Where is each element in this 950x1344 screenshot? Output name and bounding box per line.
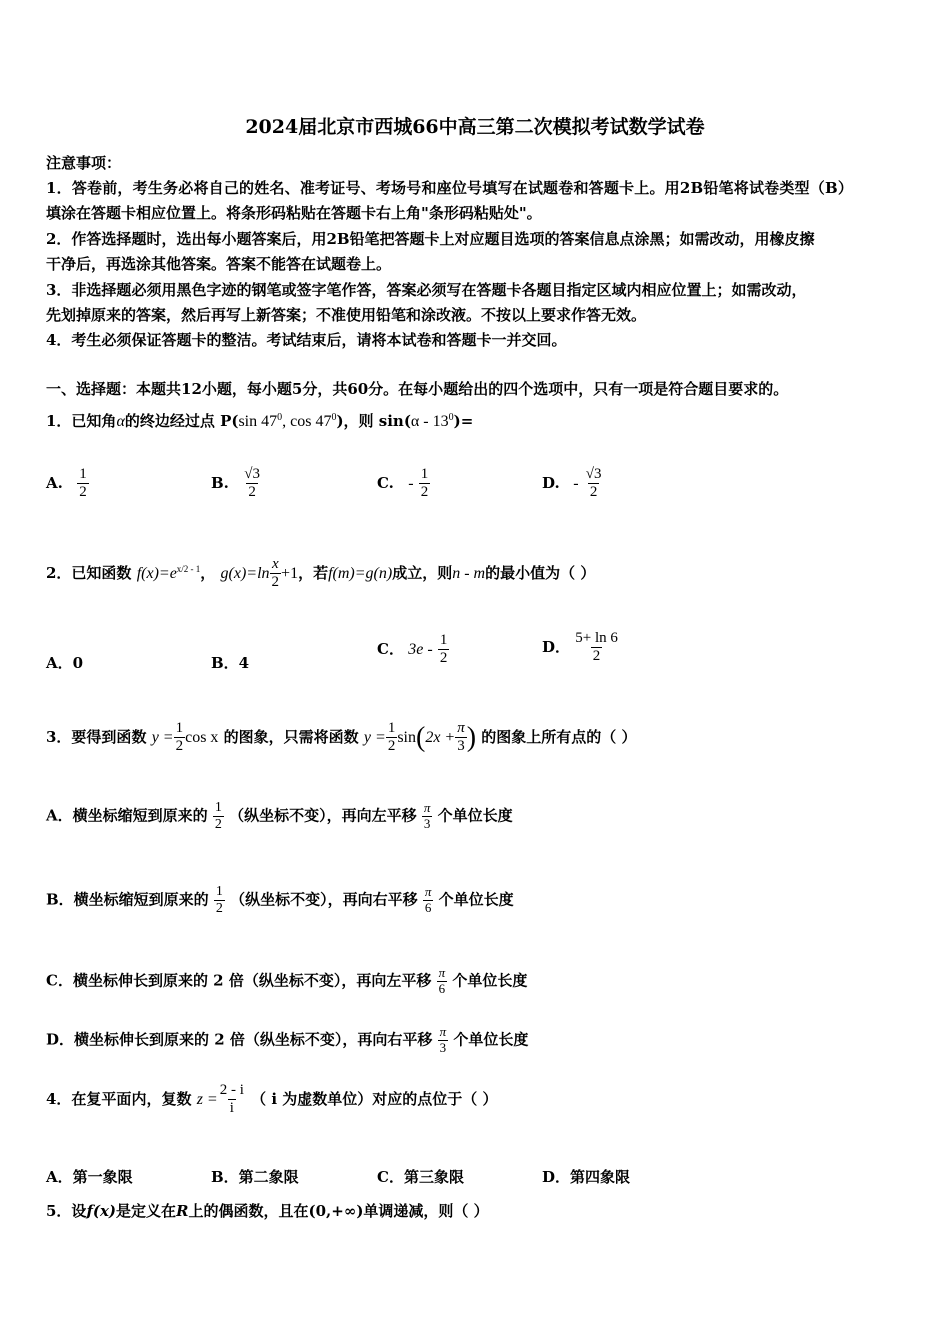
q1-option-a: A. $\frac{1}{2}$ <box>46 466 87 501</box>
q1-alpha-minus-13: α - 13 <box>410 413 449 430</box>
q1-option-d: D. - $\frac{√3}{2}$ <box>542 466 602 501</box>
q3-option-d: D．横坐标伸长到原来的 2 倍（纵坐标不变），再向右平移 $\frac{\pi}{3}$ 个单位长度 <box>46 1024 529 1055</box>
notice-heading: 注意事项： <box>46 154 122 172</box>
notice-line-3b: 先划掉原来的答案，然后再写上新答案；不准使用铅笔和涂改液。不按以上要求作答无效。 <box>46 306 647 324</box>
q4-option-c: C．第三象限 <box>377 1168 464 1186</box>
q1-option-b: B. $\frac{√3}{2}$ <box>211 466 260 501</box>
q1-option-c: C. - $\frac{1}{2}$ <box>377 466 429 501</box>
q2-g-def: g(x)=ln <box>220 564 270 582</box>
q1-alpha: α <box>116 413 125 430</box>
question-1 <box>46 410 473 431</box>
q2-f-def: f(x)=e <box>136 564 177 582</box>
notice-line-1b: 填涂在答题卡相应位置上。将条形码粘贴在答题卡右上角"条形码粘贴处"。 <box>46 204 542 222</box>
q1-text-2: 的终边经过点 P( <box>124 412 239 430</box>
q3-cosx: cos x <box>185 728 219 746</box>
question-4: 4．在复平面内，复数 z = $\frac{2 - i}{i}$ （ i 为虚数单位）对应的点位于（ ） <box>46 1082 498 1117</box>
section-heading: 一、选择题：本题共12小题，每小题5分，共60分。在每小题给出的四个选项中，只有一项是符合题目要求的。 <box>46 380 789 398</box>
q1-deg-2: 0 <box>331 412 337 423</box>
q1-deg-3: 0 <box>448 412 454 423</box>
q3-option-b: B．横坐标缩短到原来的 $\frac{1}{2}$ （纵坐标不变），再向右平移 $\frac{\pi}{6}$ 个单位长度 <box>46 884 514 917</box>
q2-condition: f(m)=g(n) <box>328 564 393 582</box>
q2-n-minus-m: n - m <box>452 564 486 582</box>
question-5: 5．设f(x)是定义在R上的偶函数，且在(0,+∞)单调递减，则（ ） <box>46 1202 489 1220</box>
q2-option-c: C． 3e - $\frac{1}{2}$ <box>377 632 448 667</box>
q1-text-3: )，则 sin( <box>336 412 411 430</box>
question-3: 3．要得到函数 y = $\frac{1}{2}$ cos x 的图象，只需将函数 y = $\frac{1}{2}$ sin(2x + $\frac{\pi}{3}$ ) 的图象上所有点的（ ） <box>46 720 637 755</box>
notice-line-2b: 干净后，再选涂其他答案。答案不能答在试题卷上。 <box>46 255 392 273</box>
q4-option-b: B．第二象限 <box>211 1168 299 1186</box>
notice-line-3a: 3．非选择题必须用黑色字迹的钢笔或签字笔作答，答案必须写在答题卡各题目指定区域内相应位置上；如需改动， <box>46 281 807 299</box>
notice-line-2a: 2．作答选择题时，选出每小题答案后，用2B铅笔把答题卡上对应题目选项的答案信息点涂黑；如需改动，用橡皮擦 <box>46 230 815 248</box>
q1-text-4: )= <box>453 412 474 430</box>
q4-option-d: D．第四象限 <box>542 1168 631 1186</box>
notice-line-1a: 1．答卷前，考生务必将自己的姓名、准考证号、考场号和座位号填写在试题卷和答题卡上。用2B铅笔将试卷类型（B） <box>46 179 854 197</box>
q2-option-b: B．4 <box>211 654 250 672</box>
q2-option-a: A．0 <box>46 654 84 672</box>
q1-cos47: , cos 47 <box>282 413 332 430</box>
question-2: 2．已知函数 $f(x)=e^{x/2 - 1}$， g(x)=ln $\frac{x}{2}$ +1，若f(m)=g(n)成立，则n - m的最小值为（ ） <box>46 556 596 591</box>
q1-sin47: sin 47 <box>238 413 278 430</box>
q2-option-d: D． $\frac{5+ \ln 6}{2}$ <box>542 630 618 665</box>
exam-title: 2024届北京市西城66中高三第二次模拟考试数学试卷 <box>245 116 705 138</box>
q3-option-c: C．横坐标伸长到原来的 2 倍（纵坐标不变），再向左平移 $\frac{\pi}{6}$ 个单位长度 <box>46 965 528 996</box>
q4-option-a: A．第一象限 <box>46 1168 133 1186</box>
q3-option-a: A．横坐标缩短到原来的 $\frac{1}{2}$ （纵坐标不变），再向左平移 $\frac{\pi}{3}$ 个单位长度 <box>46 800 513 833</box>
q1-deg-1: 0 <box>277 412 283 423</box>
notice-line-4: 4．考生必须保证答题卡的整洁。考试结束后，请将本试卷和答题卡一并交回。 <box>46 331 567 349</box>
q1-text-1: 1．已知角 <box>46 412 117 430</box>
